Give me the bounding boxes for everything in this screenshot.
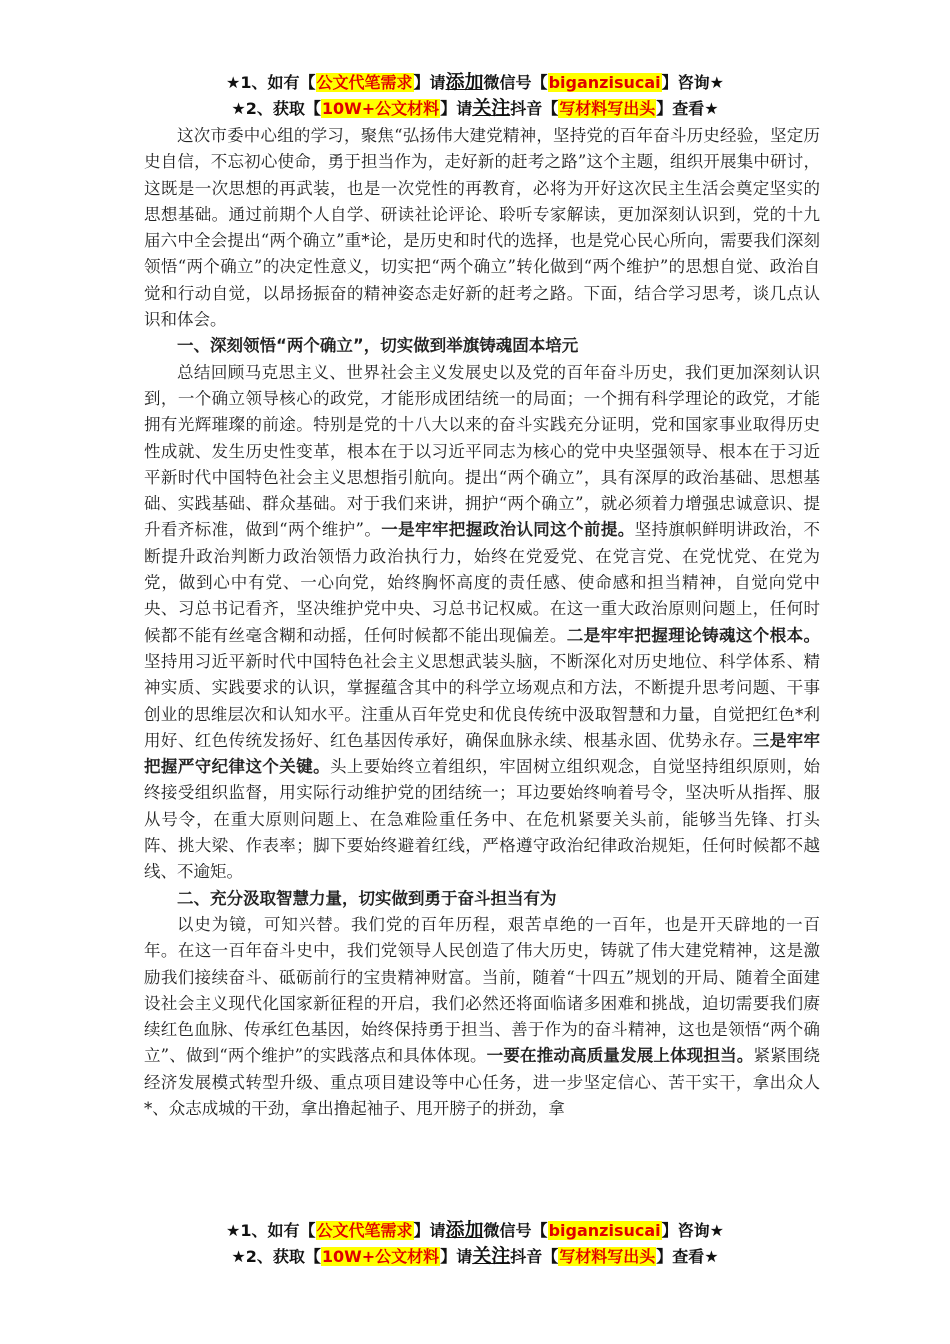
wechat-id-highlight: biganzisucai (548, 73, 661, 92)
douyin-account-highlight: 写材料写出头 (559, 1247, 656, 1266)
point-4-heading: 一要在推动高质量发展上体现担当。 (486, 1046, 754, 1066)
promo-banner-line-2: ★2、获取【10W+公文材料】请关注抖音【写材料写出头】查看★ (231, 97, 719, 119)
point-2-heading: 二是牢牢把握理论铸魂这个根本。 (566, 625, 821, 645)
section-heading-1: 一、深刻领悟“两个确立”，切实做到举旗铸魂固本培元 (177, 336, 579, 356)
promo-banner-footer-line-1: ★1、如有【公文代笔需求】请添加微信号【biganzisucai】咨询★ (226, 1219, 724, 1241)
section-1-paragraph: 总结回顾马克思主义、世界社会主义发展史以及党的百年奋斗历史，我们更加深刻认识到，一个确立领导核心的政党，才能形成团结统一的局面；一个拥有科学理论的政党，才能拥有光辉璀璨的前途。特别是党的十八大以来的奋斗实践充分证明，党和国家事业取得历史性成就、发生历史性变革，根本在于以习近平同志为核心的党中央坚强领导、根本在于习近平新时代中国特色社会主义思想指引航向。提出“两个确立”，具有深厚的政治基础、思想基础、实践基础、群众基础。对于我们来讲，拥护“两个确立”，就必须着力增强忠诚意识、提升看齐标准，做到“两个维护”。一是牢牢把握政治认同这个前提。坚持旗帜鲜明讲政治，不断提升政治判断力政治领悟力政治执行力，始终在党爱党、在党言党、在党忧党、在党为党，做到心中有党、一心向党，始终胸怀高度的责任感、使命感和担当精神，自觉向党中央、习总书记看齐，坚决维护党中央、习总书记权威。在这一重大政治原则问题上，任何时候都不能有丝毫含糊和动摇，任何时候都不能出现偏差。二是牢牢把握理论铸魂这个根本。坚持用习近平新时代中国特色社会主义思想武装头脑，不断深化对历史地位、科学体系、精神实质、实践要求的认识，掌握蕴含其中的科学立场观点和方法，不断提升思考问题、干事创业的思维层次和认知水平。注重从百年党史和优良传统中汲取智慧和力量，自觉把红色*利用好、红色传统发扬好、红色基因传承好，确保血脉永续、根基永固、优势永存。三是牢牢把握严守纪律这个关键。头上要始终立着组织，牢固树立组织观念，自觉坚持组织原则，始终接受组织监督，用实际行动维护党的团结统一；耳边要始终响着号令，坚决听从指挥、服从号令，在重大原则问题上、在急难险重任务中、在危机紧要关头前，能够当先锋、打头阵、挑大梁、作表率；脚下要始终避着红线，严格遵守政治纪律政治规矩，任何时候都不越线、不逾矩。 (144, 362, 821, 882)
promo-banner-footer-line-2: ★2、获取【10W+公文材料】请关注抖音【写材料写出头】查看★ (231, 1245, 719, 1267)
douyin-account-highlight: 写材料写出头 (559, 99, 656, 118)
section-2-paragraph: 以史为镜，可知兴替。我们党的百年历程，艰苦卓绝的一百年，也是开天辟地的一百年。在这一百年奋斗史中，我们党领导人民创造了伟大历史，铸就了伟大建党精神，这是激励我们接续奋斗、砥砺前行的宝贵精神财富。当前，随着“十四五”规划的开局、随着全面建设社会主义现代化国家新征程的开启，我们必然还将面临诸多困难和挑战，迫切需要我们赓续红色血脉、传承红色基因，始终保持勇于担当、善于作为的奋斗精神，这也是领悟“两个确立”、做到“两个维护”的实践落点和具体体现。一要在推动高质量发展上体现担当。紧紧围绕经济发展模式转型升级、重点项目建设等中心任务，进一步坚定信心、苦干实干，拿出众人*、众志成城的干劲，拿出撸起袖子、甩开膀子的拼劲，拿 (144, 914, 821, 1118)
point-3-heading: 三是牢牢把握严守纪律这个关键。 (144, 730, 821, 777)
promo-banner-line-1: ★1、如有【公文代笔需求】请添加微信号【biganzisucai】咨询★ (226, 71, 724, 93)
ghostwriting-highlight: 公文代笔需求 (316, 1221, 413, 1240)
point-1-heading: 一是牢牢把握政治认同这个前提。 (381, 520, 635, 540)
document-body (144, 123, 820, 1122)
materials-highlight: 10W+公文材料 (321, 1247, 440, 1266)
wechat-id-highlight: biganzisucai (548, 1221, 661, 1240)
intro-paragraph: 这次市委中心组的学习，聚焦“弘扬伟大建党精神，坚持党的百年奋斗历史经验，坚定历史自信，不忘初心使命，勇于担当作为，走好新的赶考之路”这个主题，组织开展集中研讨，这既是一次思想的再武装，也是一次党性的再教育，必将为开好这次民主生活会奠定坚实的思想基础。通过前期个人自学、研读社论评论、聆听专家解读，更加深刻认识到，党的十九届六中全会提出“两个确立”重*论，是历史和时代的选择，也是党心民心所向，需要我们深刻领悟“两个确立”的决定性意义，切实把“两个确立”转化做到“两个维护”的思想自觉、政治自觉和行动自觉，以昂扬振奋的精神姿态走好新的赶考之路。下面，结合学习思考，谈几点认识和体会。 (144, 126, 820, 330)
ghostwriting-highlight: 公文代笔需求 (316, 73, 413, 92)
materials-highlight: 10W+公文材料 (321, 99, 440, 118)
section-heading-2: 二、充分汲取智慧力量，切实做到勇于奋斗担当有为 (177, 888, 557, 908)
